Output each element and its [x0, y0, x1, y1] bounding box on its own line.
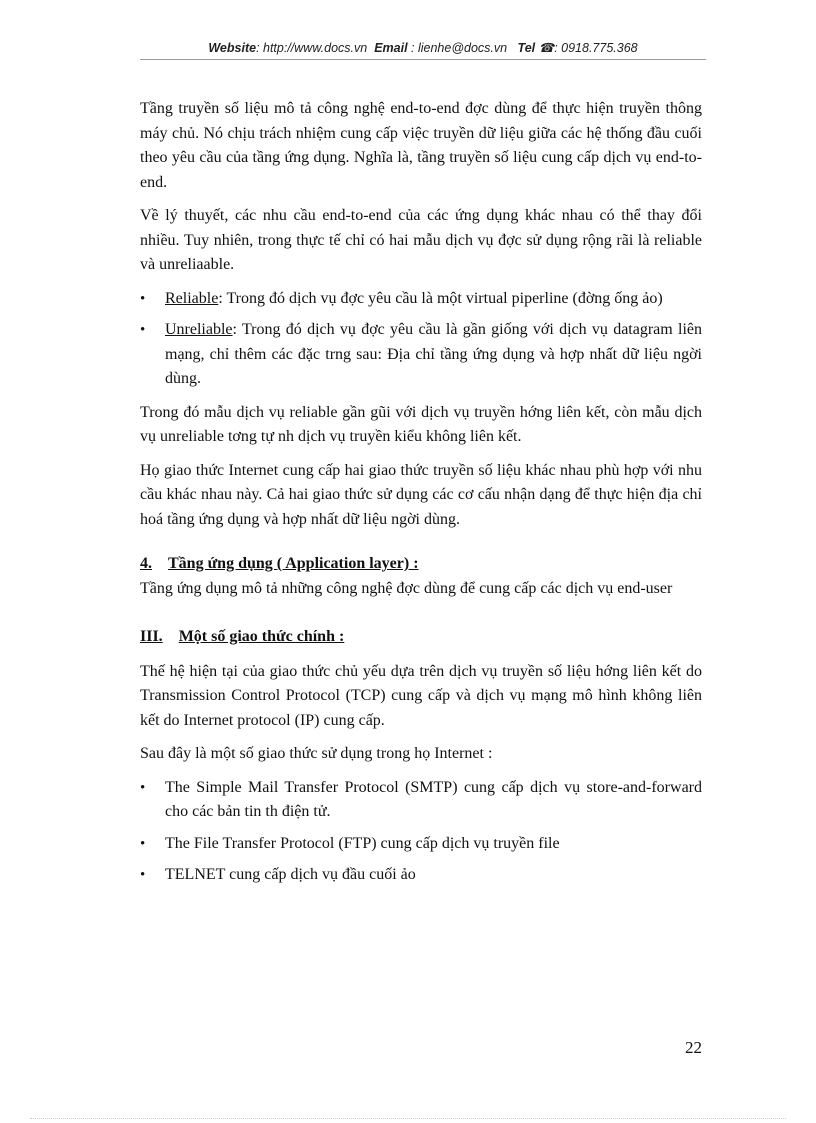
heading-number: III. [140, 628, 163, 645]
service-type-list [140, 287, 702, 392]
page-content [140, 97, 702, 897]
paragraph-internet-family: Họ giao thức Internet cung cấp hai giao thức truyền số liệu khác nhau phù hợp với nhu cầu khác nhau này. Cả hai giao thức sử dụng các cơ cấu nhận dạng để thực hiện địa chỉ hoá tầng ứng dụng và hợp nhất dữ liệu ngời dùng. [140, 461, 702, 528]
paragraph-application-layer: Tầng ứng dụng mô tả những công nghệ đợc dùng để cung cấp các dịch vụ end-user [140, 579, 673, 597]
paragraph-comparison: Trong đó mẫu dịch vụ reliable gần gũi với dịch vụ truyền hớng liên kết, còn mẫu dịch vụ unreliable tơng tự nh dịch vụ truyền kiểu không liên kết. [140, 403, 702, 445]
protocol-list [140, 776, 702, 888]
phone-icon: ☎ [538, 41, 555, 55]
header-divider [140, 59, 706, 60]
desc-unreliable: : Trong đó dịch vụ đợc yêu cầu là gần giống với dịch vụ datagram liên mạng, chỉ thêm các đặc trng sau: Địa chỉ tầng ứng dụng và hợp nhất dữ liệu ngời dùng. [165, 321, 702, 387]
section-heading-application-layer [140, 552, 702, 577]
tel-value: : 0918.775.368 [554, 41, 638, 55]
page-header [140, 40, 706, 55]
section-heading-main-protocols [140, 625, 702, 650]
term-reliable: Reliable [165, 289, 219, 307]
list-item-smtp: • The Simple Mail Transfer Protocol (SMTP) cung cấp dịch vụ store-and-forward cho các bản tin th điện tử. [140, 776, 702, 825]
list-item-telnet: • TELNET cung cấp dịch vụ đầu cuối ảo [140, 863, 702, 888]
website-value: : http://www.docs.vn [256, 41, 368, 55]
paragraph-protocol-intro: Sau đây là một số giao thức sử dụng trong họ Internet : [140, 745, 493, 762]
email-label: Email [374, 41, 408, 55]
term-unreliable: Unreliable [165, 321, 233, 338]
page-number: 22 [685, 1038, 702, 1057]
list-item-reliable [140, 287, 702, 312]
page-bottom-divider [30, 1118, 786, 1119]
heading-text: Tầng ứng dụng ( Application layer) : [168, 555, 419, 572]
paragraph-transport-layer: Tầng truyền số liệu mô tả công nghệ end-to-end đợc dùng để thực hiện truyền thông máy chủ. Nó chịu trách nhiệm cung cấp việc truyền dữ liệu giữa các hệ thống đầu cuối theo yêu cầu của tầng ứng dụng. Nghĩa là, tầng truyền số liệu cung cấp dịch vụ end-to-end. [140, 100, 702, 191]
heading-text: Một số giao thức chính : [178, 628, 345, 645]
website-label: Website [208, 41, 257, 55]
heading-number: 4. [140, 555, 152, 572]
list-item-unreliable [140, 318, 702, 392]
list-item-ftp: • The File Transfer Protocol (FTP) cung cấp dịch vụ truyền file [140, 832, 702, 857]
desc-reliable: : Trong đó dịch vụ đợc yêu cầu là một virtual piperline (đờng ống ảo) [218, 289, 663, 307]
tel-label: Tel [517, 41, 536, 55]
email-value: : lienhe@docs.vn [411, 41, 508, 55]
paragraph-theory: Về lý thuyết, các nhu cầu end-to-end của các ứng dụng khác nhau có thể thay đổi nhiều. Tuy nhiên, trong thực tế chỉ có hai mẫu dịch vụ đợc sử dụng rộng rãi là reliable và unreliaable. [140, 207, 702, 273]
paragraph-current-generation: Thế hệ hiện tại của giao thức chủ yếu dựa trên dịch vụ truyền số liệu hớng liên kết do Transmission Control Protocol (TCP) cung cấp và dịch vụ mạng mô hình không liên kết do Internet protocol (IP) cung cấp. [140, 662, 702, 729]
